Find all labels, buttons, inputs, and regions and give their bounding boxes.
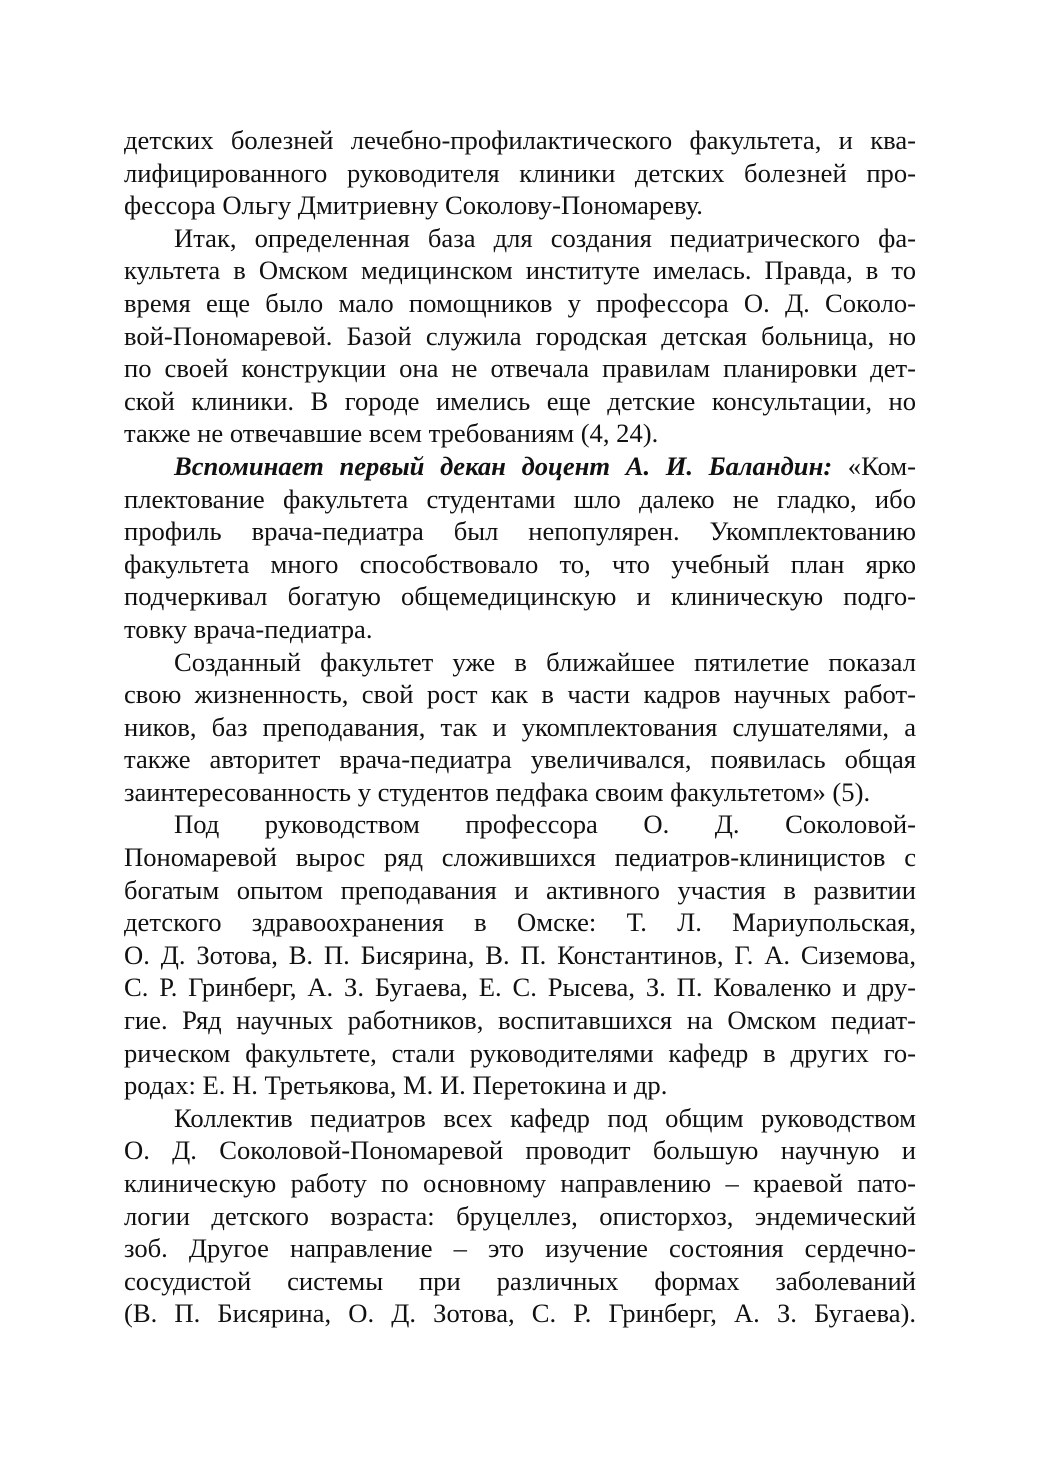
text-line: сосудистой системы при различных формах заболеваний — [124, 1265, 916, 1296]
text-line: О. Д. Соколовой-Пономаревой проводит большую научную и — [124, 1135, 916, 1166]
text-line: также авторитет врача-педиатра увеличивался, появилась общая — [124, 744, 916, 775]
text-line: также не отвечавшие всем требованиям (4, 24). — [124, 418, 659, 449]
text-line: клиническую работу по основному направлению – краевой пато- — [124, 1168, 916, 1198]
paragraph-1 — [124, 124, 916, 222]
text-line: детских болезней лечебно-профилактического факультета, и ква- — [124, 125, 916, 155]
text-line — [124, 450, 916, 483]
text-line: подчеркивал богатую общемедицинскую и клиническую подго- — [124, 581, 916, 612]
text-line: рическом факультете, стали руководителями кафедр в других го- — [124, 1037, 916, 1068]
paragraph-5 — [124, 808, 916, 1101]
text-line: по своей конструкции она не отвечала правилам планировки дет- — [124, 353, 916, 384]
paragraph-4 — [124, 646, 916, 809]
text-line: лифицированного руководителя клиники детских болезней про- — [124, 157, 916, 188]
text-line: родах: Е. Н. Третьякова, М. И. Перетокина и др. — [124, 1070, 668, 1101]
text-line: вой-Пономаревой. Базой служила городская детская больница, но — [124, 320, 916, 351]
text-line: (В. П. Бисярина, О. Д. Зотова, С. Р. Гринберг, А. З. Бугаева). — [124, 1298, 916, 1329]
text-line: заинтересованность у студентов педфака своим факультетом» (5). — [124, 776, 871, 807]
paragraph-6 — [124, 1102, 916, 1330]
text-line: гие. Ряд научных работников, воспитавшихся на Омском педиат- — [124, 1005, 916, 1036]
text-line: Созданный факультет уже в ближайшее пятилетие показал — [174, 646, 916, 677]
text-line: товку врача-педиатра. — [124, 613, 373, 644]
text-line: время еще было мало помощников у профессора О. Д. Соколо- — [124, 287, 916, 318]
text-line: ской клиники. В городе имелись еще детские консультации, но — [124, 385, 916, 416]
text-line: Пономаревой вырос ряд сложившихся педиатров-клиницистов с — [124, 842, 916, 873]
text-line: плектование факультета студентами шло далеко не гладко, ибо — [124, 483, 916, 514]
text-line: свою жизненность, свой рост как в части кадров научных работ- — [124, 679, 916, 710]
text-line: Коллектив педиатров всех кафедр под общим руководством — [174, 1102, 916, 1133]
lead-in-rest: «Ком- — [832, 450, 916, 481]
document-page — [124, 124, 916, 1330]
text-line: факультета много способствовало то, что учебный план ярко — [124, 548, 916, 579]
text-line: зоб. Другое направление – это изучение состояния сердечно- — [124, 1233, 916, 1264]
paragraph-2 — [124, 222, 916, 450]
paragraph-3 — [124, 450, 916, 646]
text-line: профиль врача-педиатра был непопулярен. Укомплектованию — [124, 516, 916, 547]
text-line: О. Д. Зотова, В. П. Бисярина, В. П. Константинов, Г. А. Сиземова, — [124, 939, 916, 970]
text-line: ников, баз преподавания, так и укомплектования слушателями, а — [124, 711, 916, 742]
text-line: фессора Ольгу Дмитриевну Соколову-Пономареву. — [124, 190, 703, 221]
text-line: С. Р. Гринберг, А. З. Бугаева, Е. С. Рысева, З. П. Коваленко и дру- — [124, 972, 916, 1003]
text-line: культета в Омском медицинском институте имелась. Правда, в то — [124, 255, 916, 286]
text-line: богатым опытом преподавания и активного участия в развитии — [124, 874, 916, 905]
text-line: Итак, определенная база для создания педиатрического фа- — [174, 222, 916, 253]
text-line: Под руководством профессора О. Д. Соколовой- — [174, 809, 916, 840]
text-line: детского здравоохранения в Омске: Т. Л. Мариупольская, — [124, 907, 916, 938]
lead-in-author: Вспоминает первый декан доцент А. И. Баландин: — [174, 450, 833, 481]
text-line: логии детского возраста: бруцеллез, описторхоз, эндемический — [124, 1200, 916, 1231]
